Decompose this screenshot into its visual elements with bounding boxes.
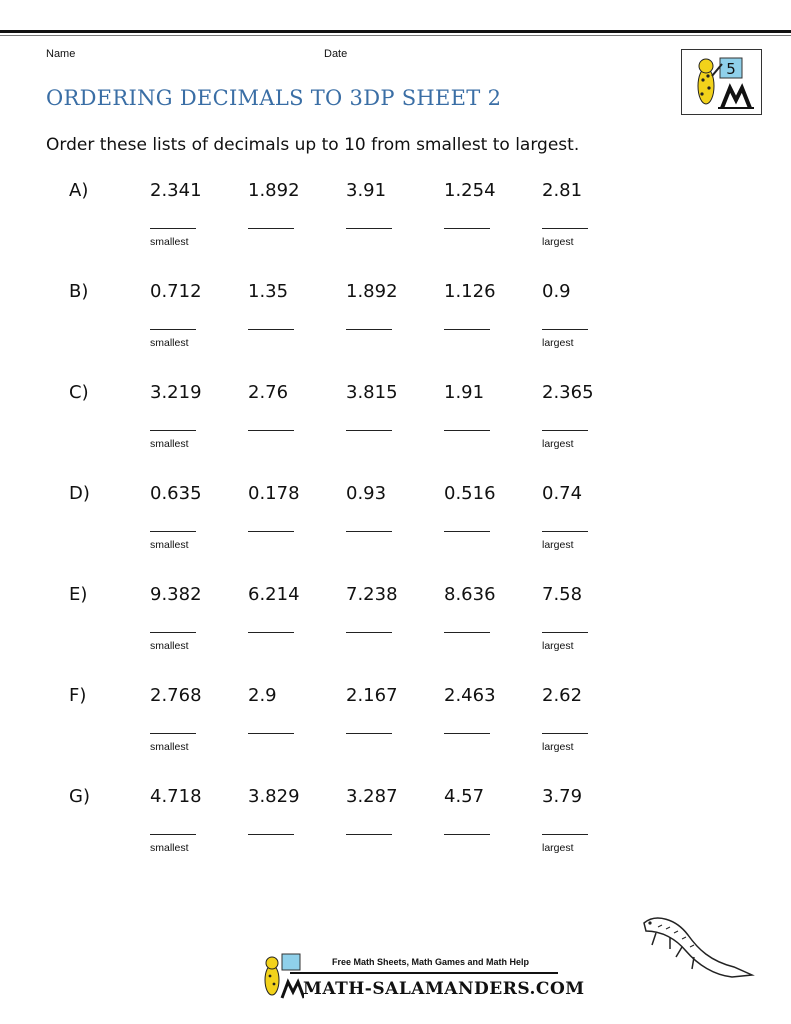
decimal-value: 0.712 — [150, 281, 202, 302]
page-title: ORDERING DECIMALS TO 3DP SHEET 2 — [46, 86, 502, 110]
question-letter: D) — [69, 483, 90, 504]
question-row — [0, 281, 791, 371]
decimal-value: 3.79 — [542, 786, 583, 807]
answer-blank[interactable] — [542, 834, 588, 835]
answer-blank[interactable] — [346, 430, 392, 431]
answer-blank[interactable] — [150, 632, 196, 633]
decimal-value: 2.167 — [346, 685, 398, 706]
smallest-label: smallest — [150, 438, 189, 450]
decimal-value: 3.829 — [248, 786, 300, 807]
answer-blank[interactable] — [346, 329, 392, 330]
answer-blank[interactable] — [248, 430, 294, 431]
footer-brand: MATH-SALAMANDERS.COM — [303, 979, 585, 999]
decimal-value: 8.636 — [444, 584, 496, 605]
answer-blank[interactable] — [444, 430, 490, 431]
question-row — [0, 786, 791, 876]
decimal-value: 1.254 — [444, 180, 496, 201]
largest-label: largest — [542, 438, 574, 450]
question-row — [0, 584, 791, 674]
answer-blank[interactable] — [346, 531, 392, 532]
answer-blank[interactable] — [444, 228, 490, 229]
answer-blank[interactable] — [346, 632, 392, 633]
decimal-value: 4.718 — [150, 786, 202, 807]
smallest-label: smallest — [150, 842, 189, 854]
decimal-value: 1.91 — [444, 382, 485, 403]
decimal-value: 0.9 — [542, 281, 571, 302]
question-letter: A) — [69, 180, 89, 201]
answer-blank[interactable] — [542, 632, 588, 633]
largest-label: largest — [542, 539, 574, 551]
name-label: Name — [46, 48, 76, 60]
decimal-value: 1.35 — [248, 281, 289, 302]
footer-logo-icon — [258, 952, 304, 1002]
answer-blank[interactable] — [542, 329, 588, 330]
largest-label: largest — [542, 236, 574, 248]
decimal-value: 2.9 — [248, 685, 277, 706]
decimal-value: 1.126 — [444, 281, 496, 302]
decimal-value: 0.178 — [248, 483, 300, 504]
decimal-value: 3.287 — [346, 786, 398, 807]
smallest-label: smallest — [150, 236, 189, 248]
answer-blank[interactable] — [444, 632, 490, 633]
smallest-label: smallest — [150, 539, 189, 551]
grade-logo — [681, 49, 762, 115]
largest-label: largest — [542, 640, 574, 652]
decimal-value: 6.214 — [248, 584, 300, 605]
decimal-value: 2.76 — [248, 382, 289, 403]
decimal-value: 1.892 — [346, 281, 398, 302]
question-row — [0, 483, 791, 573]
answer-blank[interactable] — [444, 733, 490, 734]
decimal-value: 0.516 — [444, 483, 496, 504]
answer-blank[interactable] — [150, 329, 196, 330]
decimal-value: 3.91 — [346, 180, 387, 201]
question-row — [0, 382, 791, 472]
answer-blank[interactable] — [248, 531, 294, 532]
answer-blank[interactable] — [346, 733, 392, 734]
question-row — [0, 685, 791, 775]
decimal-value: 3.815 — [346, 382, 398, 403]
question-letter: B) — [69, 281, 89, 302]
instructions: Order these lists of decimals up to 10 from smallest to largest. — [46, 135, 580, 155]
question-letter: E) — [69, 584, 88, 605]
answer-blank[interactable] — [150, 430, 196, 431]
decimal-value: 1.892 — [248, 180, 300, 201]
decimal-value: 2.341 — [150, 180, 202, 201]
decimal-value: 0.93 — [346, 483, 387, 504]
answer-blank[interactable] — [542, 531, 588, 532]
smallest-label: smallest — [150, 337, 189, 349]
top-rule — [0, 30, 791, 33]
footer-rule — [290, 972, 558, 974]
salamander-logo-icon — [682, 50, 761, 114]
decimal-value: 9.382 — [150, 584, 202, 605]
answer-blank[interactable] — [444, 329, 490, 330]
top-rule-thin — [0, 35, 791, 36]
decimal-value: 3.219 — [150, 382, 202, 403]
decimal-value: 0.635 — [150, 483, 202, 504]
largest-label: largest — [542, 741, 574, 753]
decimal-value: 2.768 — [150, 685, 202, 706]
answer-blank[interactable] — [346, 834, 392, 835]
question-letter: F) — [69, 685, 87, 706]
logo-badge-number: 5 — [726, 60, 736, 78]
answer-blank[interactable] — [248, 329, 294, 330]
answer-blank[interactable] — [248, 228, 294, 229]
date-label: Date — [324, 48, 348, 60]
decimal-value: 7.238 — [346, 584, 398, 605]
decimal-value: 2.463 — [444, 685, 496, 706]
decimal-value: 2.365 — [542, 382, 594, 403]
footer-tagline: Free Math Sheets, Math Games and Math Help — [332, 957, 530, 967]
question-row — [0, 180, 791, 270]
largest-label: largest — [542, 842, 574, 854]
answer-blank[interactable] — [444, 834, 490, 835]
answer-blank[interactable] — [346, 228, 392, 229]
answer-blank[interactable] — [248, 632, 294, 633]
question-letter: C) — [69, 382, 89, 403]
answer-blank[interactable] — [542, 228, 588, 229]
answer-blank[interactable] — [150, 834, 196, 835]
answer-blank[interactable] — [542, 430, 588, 431]
answer-blank[interactable] — [542, 733, 588, 734]
decimal-value: 0.74 — [542, 483, 583, 504]
answer-blank[interactable] — [150, 531, 196, 532]
largest-label: largest — [542, 337, 574, 349]
smallest-label: smallest — [150, 640, 189, 652]
decimal-value: 2.81 — [542, 180, 583, 201]
answer-blank[interactable] — [444, 531, 490, 532]
question-letter: G) — [69, 786, 90, 807]
answer-blank[interactable] — [150, 228, 196, 229]
answer-blank[interactable] — [248, 733, 294, 734]
answer-blank[interactable] — [150, 733, 196, 734]
decimal-value: 2.62 — [542, 685, 583, 706]
answer-blank[interactable] — [248, 834, 294, 835]
decimal-value: 7.58 — [542, 584, 583, 605]
salamander-icon — [636, 905, 756, 985]
decimal-value: 4.57 — [444, 786, 485, 807]
smallest-label: smallest — [150, 741, 189, 753]
